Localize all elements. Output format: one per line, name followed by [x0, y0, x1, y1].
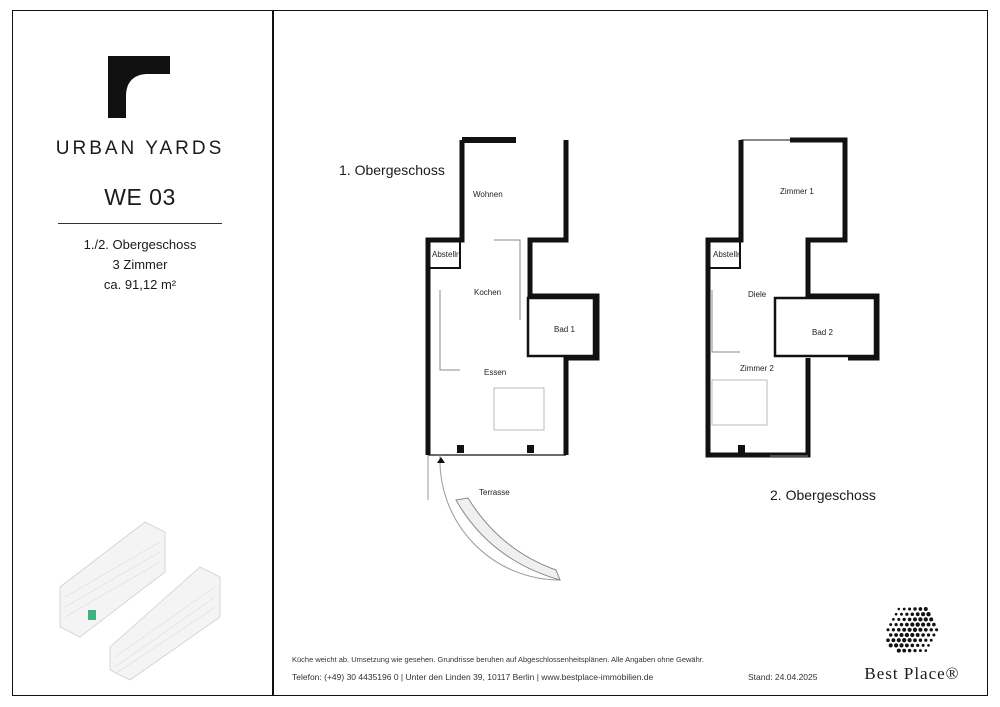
room-bad-1: Bad 1 — [554, 325, 575, 334]
best-place-logo — [884, 605, 940, 657]
room-zimmer-2: Zimmer 2 — [740, 364, 774, 373]
unit-title: WE 03 — [104, 184, 176, 210]
room-abstellraum-1: Abstellr. — [432, 250, 461, 259]
date-stamp: Stand: 24.04.2025 — [748, 672, 818, 682]
room-diele: Diele — [748, 290, 767, 299]
room-terrasse: Terrasse — [479, 488, 510, 497]
agency-name: Best Place® — [864, 664, 960, 683]
room-abstellraum-2: Abstellr. — [713, 250, 742, 259]
room-wohnen: Wohnen — [473, 190, 503, 199]
room-kochen: Kochen — [474, 288, 502, 297]
floor-2-label: 2. Obergeschoss — [770, 487, 876, 503]
brand-name: URBAN YARDS — [55, 138, 225, 159]
contact-info: Telefon: (+49) 30 4435196 0 | Unter den Linden 39, 10117 Berlin | www.bestplace-immobilien.de — [292, 672, 654, 682]
unit-area: ca. 91,12 m² — [103, 277, 177, 292]
room-bad-2: Bad 2 — [812, 328, 833, 337]
floor-1-label: 1. Obergeschoss — [339, 162, 445, 178]
plan-floor-1 — [428, 140, 597, 580]
unit-rooms: 3 Zimmer — [112, 257, 168, 272]
room-zimmer-1: Zimmer 1 — [780, 187, 814, 196]
room-essen: Essen — [484, 368, 507, 377]
disclaimer: Küche weicht ab. Umsetzung wie gesehen. Grundrisse beruhen auf Abgeschlossenheitsplänen. Alle Angaben ohne Gewähr. — [292, 655, 704, 664]
unit-floors: 1./2. Obergeschoss — [83, 237, 197, 252]
